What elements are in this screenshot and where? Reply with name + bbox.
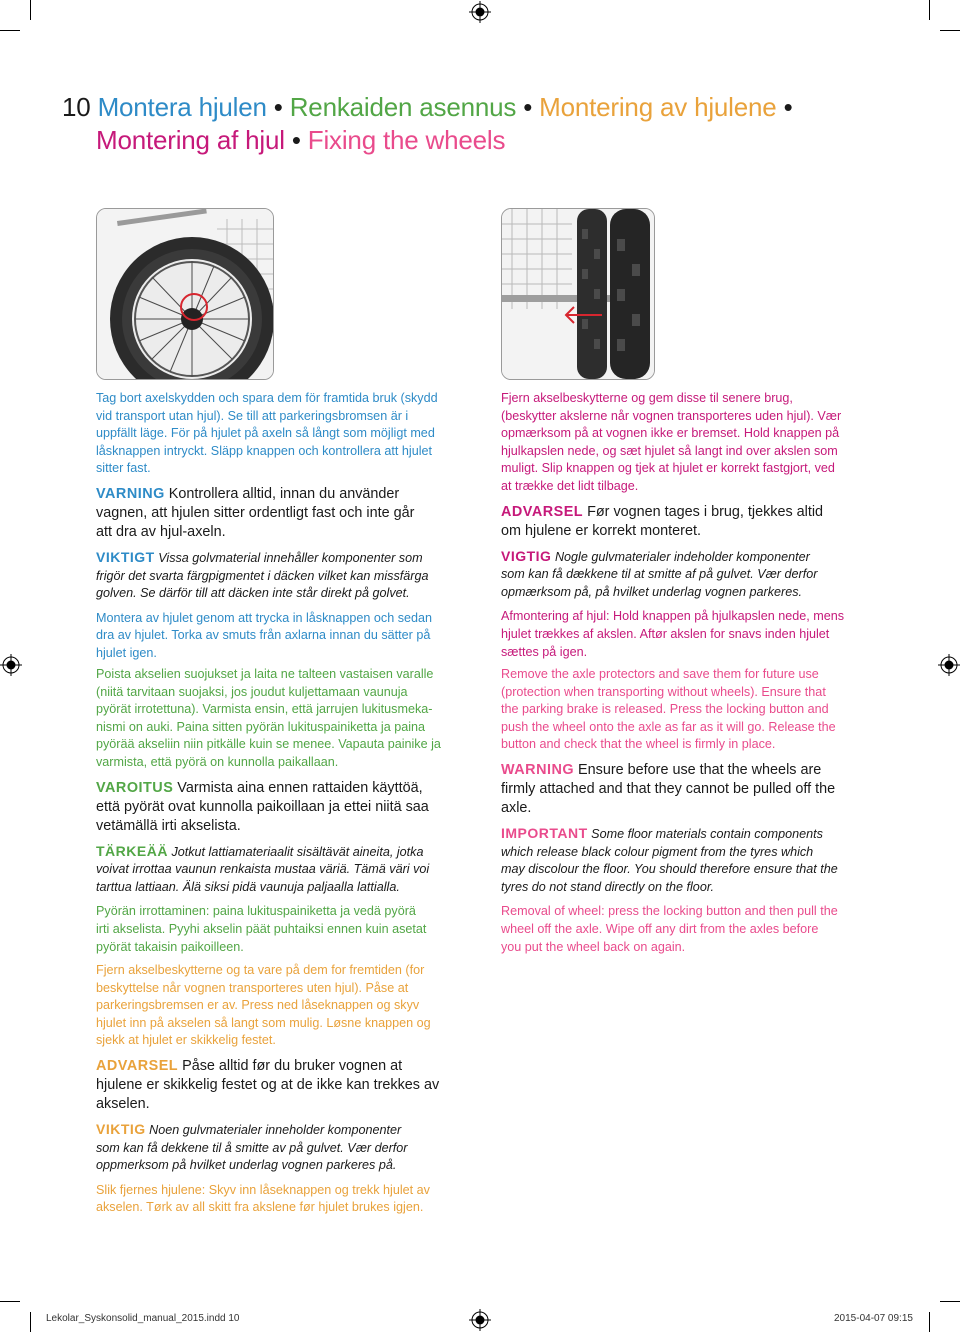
fi-warning-line: Varmista aina ennen rattaiden käyttöä, — [173, 779, 423, 796]
no-important-keyword: VIKTIG — [96, 1120, 146, 1137]
en-intro-line: Remove the axle protectors and save them for future use — [501, 667, 819, 681]
da-warning-line: Før vognen tages i brug, tjekkes altid — [583, 503, 824, 520]
no-warning-line: akselen. — [96, 1095, 150, 1112]
fi-important-line: Jotkut lattiamateriaalit sisältävät aineita, jotka — [167, 844, 424, 859]
no-intro-line: Fjern akselbeskytterne og ta vare på dem for fremtiden (for — [96, 963, 425, 977]
sv-intro-line: sitter fast. — [96, 461, 151, 476]
da-important-line: opmærksom på, på hvilket underlag vognen parkeres. — [501, 584, 803, 599]
sv-important-line: golven. Se därför till att däcken inte står direkt på golvet. — [96, 586, 410, 601]
fi-important-line: tarttua lattiaan. Älä siksi pidä vaunuja paljaalla lattialla. — [96, 879, 400, 894]
fi-important-line: voivat irrottaa vaunun renkaista mustaa väriä. Tämä väri voi — [96, 862, 430, 877]
title-bullet: • — [523, 92, 533, 122]
wheel-photo-illustration — [97, 209, 273, 379]
crop-mark — [929, 0, 930, 20]
fi-warning-line: vetämällä irti akselista. — [96, 817, 241, 834]
fi-remove-line: pyörät takaisin paikoilleen. — [96, 939, 244, 954]
fi-intro-line: pyörät irrotettuna). Varmista ensin, että jarrujen lukitusmeka- — [96, 702, 433, 717]
crop-mark — [0, 1301, 20, 1302]
crop-mark — [940, 30, 960, 31]
da-intro-line: Fjern akselbeskytterne og gem disse til senere brug, — [501, 391, 793, 405]
en-important-line: may discolour the floor. You should therefore ensure that the — [501, 862, 838, 877]
da-warning-line: om hjulene er korrekt monteret. — [501, 522, 701, 539]
da-important — [501, 548, 873, 567]
en-intro-line: (protection when transporting without wheels). Ensure that — [501, 684, 826, 699]
da-remove-line: sættes på igen. — [501, 644, 588, 659]
no-warning-line: hjulene er skikkelig festet og at de ikke kan trekkes av — [96, 1076, 440, 1093]
en-warning — [501, 761, 873, 780]
da-important-keyword: VIGTIG — [501, 547, 552, 564]
footer-file-name: Lekolar_Syskonsolid_manual_2015.indd 10 — [46, 1313, 240, 1324]
sv-warning — [96, 485, 468, 504]
sv-intro-line: uppfällt läge. För på hjulet på axeln så långt som möjligt med — [96, 426, 435, 441]
en-warning-keyword: WARNING — [501, 761, 575, 778]
axle-photo-illustration — [502, 209, 654, 379]
no-warning — [96, 1057, 468, 1076]
en-remove-line: Removal of wheel: press the locking button and then pull the — [501, 904, 838, 919]
no-important-line: Noen gulvmaterialer inneholder komponenter — [145, 1122, 402, 1137]
da-remove-line: Afmontering af hjul: Hold knappen på hjulkapslen nede, mens — [501, 609, 845, 624]
da-intro-line: (beskytter akslerne når vognen transporteres uden hjul). Vær — [501, 408, 842, 423]
page-number: 10 — [62, 92, 91, 122]
no-intro-line: parkeringsbremsen er av. Press ned låseknappen og skyv — [96, 998, 420, 1013]
sv-important-keyword: VIKTIGT — [96, 548, 155, 565]
fi-warning — [96, 779, 468, 798]
section-norwegian — [96, 962, 468, 1217]
en-intro-line: the parking brake is released. Press the locking button and — [501, 702, 829, 717]
registration-mark-icon — [469, 1, 491, 23]
sv-remove-line: hjulet igen. — [96, 645, 157, 660]
title-danish: Montering af hjul — [96, 125, 285, 155]
section-swedish — [96, 390, 468, 663]
registration-mark-icon — [469, 1309, 491, 1331]
sv-warning-line: att dra av hjul-axeln. — [96, 523, 226, 540]
no-important-line: oppmerksom på hvilket underlag vognen parkeres på. — [96, 1158, 397, 1173]
sv-intro-line: låsknappen intryckt. Släpp knappen och kontrollera att hjulet — [96, 443, 433, 458]
da-intro-line: opmærksom på at vognen ikke er bremset. Hold knappen på — [501, 426, 840, 441]
title-swedish: Montera hjulen — [97, 92, 267, 122]
sv-warning-keyword: VARNING — [96, 485, 165, 502]
sv-remove-line: dra av hjulet. Torka av smuts från axlarna innan du sätter på — [96, 628, 431, 643]
sv-important-line: frigör det svarta färgpigmentet i däcken vilket kan missfärga — [96, 568, 429, 583]
da-intro-line: at trække det lidt tilbage. — [501, 478, 639, 493]
fi-warning-keyword: VAROITUS — [96, 779, 174, 796]
sv-important-line: Vissa golvmaterial innehåller komponenter som — [154, 550, 423, 565]
da-important-line: som kan få dækkene til at smitte af på gulvet. Vær derfor — [501, 567, 818, 582]
sv-warning-line: vagnen, att hjulen sitter ordentligt fast och inte går — [96, 504, 415, 521]
crop-mark — [940, 1301, 960, 1302]
no-remove-line: akselen. Tørk av all skitt fra akslene før hjulet brukes igjen. — [96, 1200, 424, 1215]
photo-wheel-locking-button — [96, 208, 274, 380]
fi-intro-line: varmista, että pyörä on kunnolla paikallaan. — [96, 754, 339, 769]
crop-mark — [0, 30, 20, 31]
da-remove-line: hjulet trækkes af akslen. Aftør akslen for snavs inden hjulet — [501, 626, 830, 641]
no-warning-keyword: ADVARSEL — [96, 1057, 179, 1074]
fi-remove-line: Pyörän irrottaminen: paina lukituspainiketta ja vedä pyörä — [96, 904, 416, 919]
en-important-keyword: IMPORTANT — [501, 824, 588, 841]
registration-mark-icon — [938, 654, 960, 676]
no-remove-line: Slik fjernes hjulene: Skyv inn låseknappen og trekk hjulet av — [96, 1182, 430, 1197]
fi-warning-line: että pyörät ovat kunnolla paikoillaan ja ettei niitä saa — [96, 798, 429, 815]
en-warning-line: firmly attached and that they cannot be pulled off the — [501, 780, 836, 797]
registration-mark-icon — [0, 654, 22, 676]
en-intro-line: push the wheel onto the axle as far as it will go. Release the — [501, 719, 836, 734]
title-bullet: • — [291, 125, 301, 155]
photo-wheel-on-axle — [501, 208, 655, 380]
no-intro-line: sjekk at hjulet er skikkelig festet. — [96, 1033, 276, 1048]
title-english: Fixing the wheels — [307, 125, 506, 155]
da-warning-keyword: ADVARSEL — [501, 503, 584, 520]
fi-intro-line: (niitä tarvitaan suojaksi, jos joudut kuljettamaan vaunuja — [96, 684, 408, 699]
fi-remove-line: irti akselista. Pyyhi akselin päät puhtaiksi ennen kuin asetat — [96, 921, 427, 936]
title-bullet: • — [783, 92, 793, 122]
sv-important — [96, 549, 468, 568]
title-norwegian: Montering av hjulene — [539, 92, 777, 122]
crop-mark — [929, 1312, 930, 1332]
no-warning-line: Påse alltid før du bruker vognen at — [178, 1057, 403, 1074]
crop-mark — [30, 1312, 31, 1332]
en-intro-line: button and check that the wheel is firmly in place. — [501, 737, 776, 752]
fi-intro-line: nismi on auki. Paina sitten pyörän lukituspainiketta ja paina — [96, 719, 426, 734]
no-intro-line: beskyttelse når vognen transporteres uten hjul). Påse at — [96, 980, 409, 995]
fi-important-keyword: TÄRKEÄÄ — [96, 842, 168, 859]
sv-warning-line: Kontrollera alltid, innan du använder — [164, 485, 400, 502]
title-finnish: Renkaiden asennus — [289, 92, 517, 122]
sv-remove-line: Montera av hjulet genom att trycka in låsknappen och sedan — [96, 610, 433, 625]
da-warning — [501, 503, 873, 522]
en-important-line: which release black colour pigment from the tyres which — [501, 844, 814, 859]
page-title-line-1 — [62, 91, 792, 123]
en-important-line: Some floor materials contain components — [587, 826, 823, 841]
sv-intro-line: vid transport utan hjul). Se till att parkeringsbromsen är i — [96, 408, 409, 423]
footer-date: 2015-04-07 09:15 — [834, 1313, 913, 1324]
no-important-line: som kan få dekkene til å smitte av på gulvet. Vær derfor — [96, 1140, 408, 1155]
fi-important — [96, 843, 468, 862]
en-remove-line: you put the wheel back on again. — [501, 939, 686, 954]
no-important — [96, 1121, 468, 1140]
da-important-line: Nogle gulvmaterialer indeholder komponenter — [551, 549, 810, 564]
fi-intro-line: Poista akselien suojukset ja laita ne talteen vastaisen varalle — [96, 667, 434, 681]
en-important — [501, 825, 873, 844]
en-warning-line: axle. — [501, 799, 532, 816]
en-remove-line: wheel off the axle. Wipe off any dirt from the axles before — [501, 921, 819, 936]
fi-intro-line: pyörää akseliin niin pitkälle kuin se menee. Vapauta painike ja — [96, 737, 441, 752]
sv-intro-line: Tag bort axelskydden och spara dem för framtida bruk (skydd — [96, 391, 438, 405]
da-intro-line: hjulkapslen nede, og sæt hjulet så langt ind over akslen som — [501, 443, 838, 458]
en-warning-line: Ensure before use that the wheels are — [574, 761, 822, 778]
title-bullet: • — [273, 92, 283, 122]
en-important-line: tyres do not stand directly on the floor. — [501, 879, 715, 894]
no-intro-line: hjulet inn på akselen så langt som mulig. Løsne knappen og — [96, 1015, 431, 1030]
section-finnish — [96, 666, 468, 956]
section-english — [501, 666, 873, 956]
section-danish — [501, 390, 873, 661]
crop-mark — [30, 0, 31, 20]
page-title-line-2 — [96, 124, 505, 156]
da-intro-line: muligt. Slip knappen og tjek at hjulet er korrekt fastgjort, ved — [501, 461, 835, 476]
